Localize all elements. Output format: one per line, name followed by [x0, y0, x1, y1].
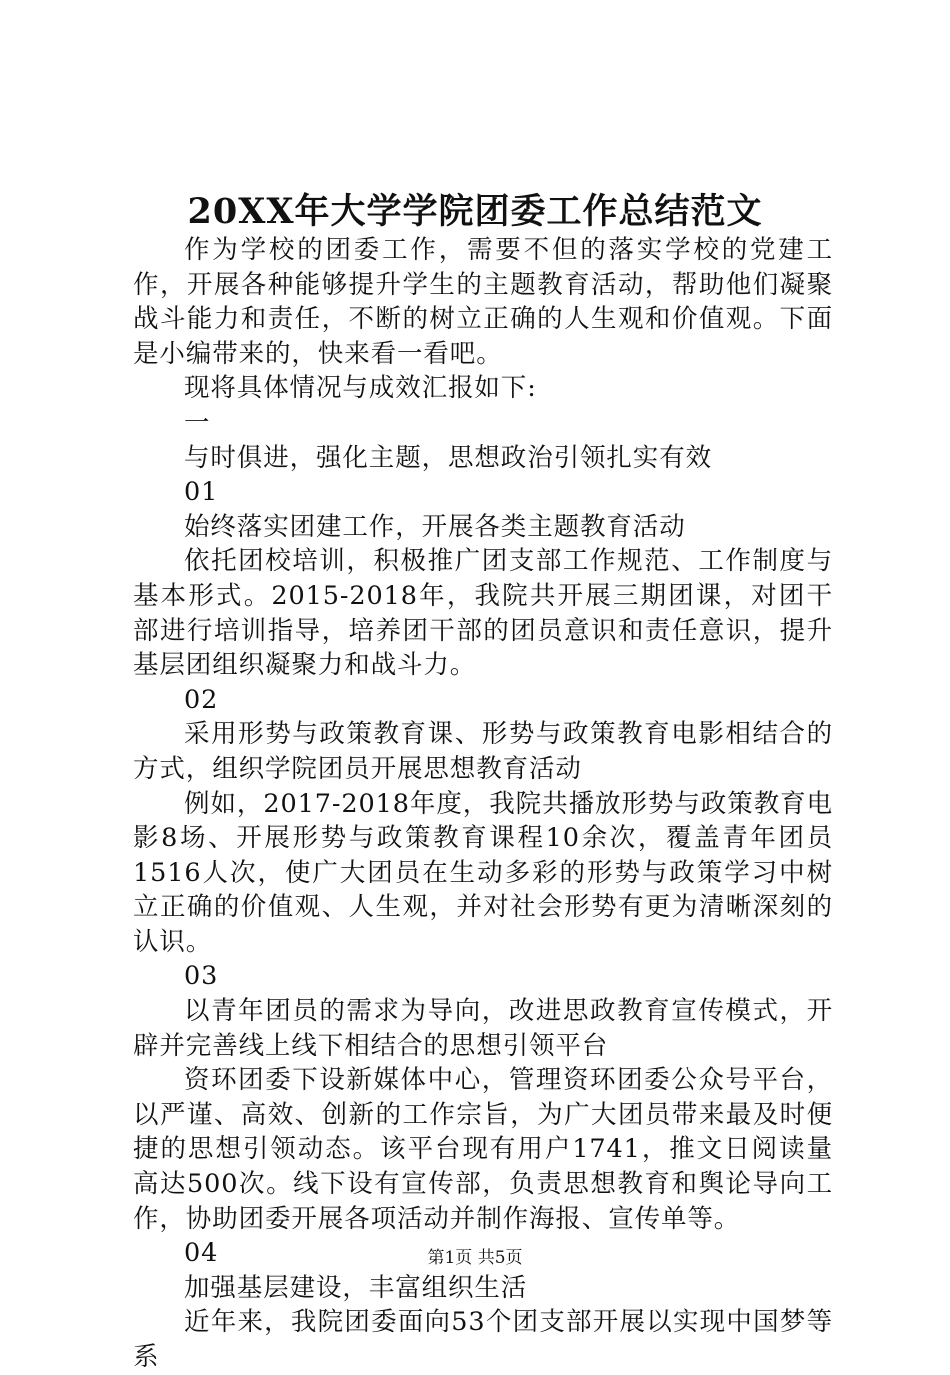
subsection-number: 02: [184, 684, 219, 715]
paragraph-body: 资环团委下设新媒体中心，管理资环团委公众号平台，以严谨、高效、创新的工作宗旨，为广大团员带来最及时便捷的思想引领动态。该平台现有用户1741，推文日阅读量高达500次。线下设有宣传部，负责思想教育和舆论导向工作，协助团委开展各项活动并制作海报、宣传单等。: [133, 1065, 833, 1234]
subsection-heading: 始终落实团建工作，开展各类主题教育活动: [184, 511, 686, 542]
section-number: 一: [184, 407, 211, 438]
section-heading: 与时俱进，强化主题，思想政治引领扎实有效: [184, 442, 713, 473]
document-title: 20XX年大学学院团委工作总结范文: [187, 191, 763, 232]
paragraph-body: 例如，2017-2018年度，我院共播放形势与政策教育电影8场、开展形势与政策教育课程10余次，覆盖青年团员1516人次，使广大团员在生动多彩的形势与政策学习中树立正确的价值观、人生观，并对社会形势有更为清晰深刻的认识。: [133, 788, 833, 957]
subsection-number: 03: [184, 961, 219, 992]
subsection-number: 01: [184, 477, 219, 508]
paragraph-intro: 作为学校的团委工作，需要不但的落实学校的党建工作，开展各种能够提升学生的主题教育活动，帮助他们凝聚战斗能力和责任，不断的树立正确的人生观和价值观。下面是小编带来的，快来看一看吧。: [133, 235, 833, 369]
paragraph-summary-lead: 现将具体情况与成效汇报如下:: [184, 373, 537, 404]
paragraph-body: 依托团校培训，积极推广团支部工作规范、工作制度与基本形式。2015-2018年，我院共开展三期团课，对团干部进行培训指导，培养团干部的团员意识和责任意识，提升基层团组织凝聚力和战斗力。: [133, 546, 833, 681]
document-body: [133, 233, 833, 1375]
subsection-number: 04: [184, 1238, 219, 1269]
paragraph-body: 近年来，我院团委面向53个团支部开展以实现中国梦等系: [133, 1307, 833, 1372]
subsection-heading: 加强基层建设，丰富组织生活: [184, 1272, 528, 1303]
subsection-heading: 采用形势与政策教育课、形势与政策教育电影相结合的方式，组织学院团员开展思想教育活动: [133, 719, 833, 784]
subsection-heading: 以青年团员的需求为导向，改进思政教育宣传模式，开辟并完善线上线下相结合的思想引领平台: [133, 996, 833, 1061]
page-footer: 第1页 共5页: [427, 1248, 523, 1268]
